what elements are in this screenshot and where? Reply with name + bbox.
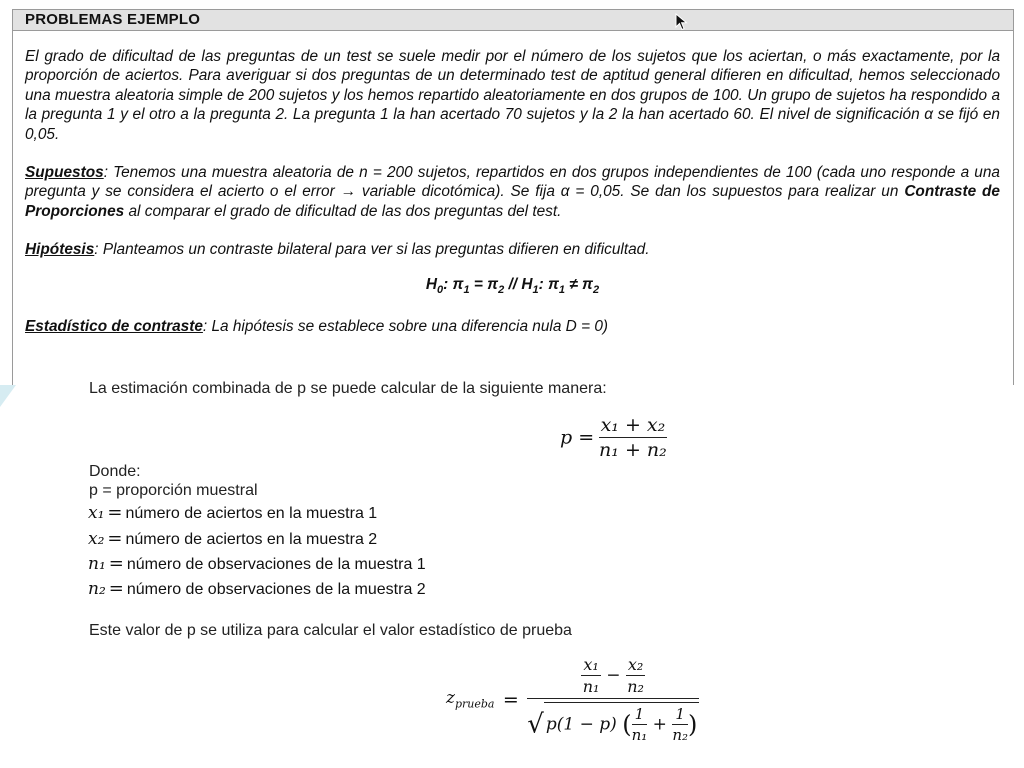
estadistico-paragraph <box>25 317 1000 336</box>
pooled-p-formula: p = $\frac{\text{x₁ + x₂}}{\text{n₁ + n₂}}$ <box>560 414 667 461</box>
hipotesis-paragraph <box>25 240 1000 259</box>
hipotesis-text: : Planteamos un contraste bilateral para ver si las preguntas difieren en dificultad. <box>94 241 650 259</box>
supuestos-end: al comparar el grado de dificultad de las dos preguntas del test. <box>124 202 562 220</box>
panel-header <box>13 10 1013 31</box>
x2-definition: x₂ = número de aciertos en la muestra 2 <box>88 528 378 549</box>
x1-definition: x₁ = número de aciertos en la muestra 1 <box>88 502 378 523</box>
valor-p-text: Este valor de p se utiliza para calcular el valor estadístico de prueba <box>89 622 572 639</box>
problem-panel <box>12 9 1014 385</box>
panel-title: PROBLEMAS EJEMPLO <box>25 11 201 28</box>
supuestos-label: Supuestos <box>25 164 104 182</box>
hipotesis-label: Hipótesis <box>25 241 95 259</box>
problem-intro: El grado de dificultad de las preguntas de un test se suele medir por el número de los sujetos que los aciertan, o más exactamente, por la proporción de aciertos. Para averiguar si dos preguntas de un determinado test de aptitud general difieren en dificultad, hemos seleccionado una muestra aleatoria simple de 200 sujetos y los hemos repartido aleatoriamente en dos grupos de 100. Un grupo de sujetos ha respondido a la pregunta 1 y el otro a la pregunta 2. La pregunta 1 la han acertado 70 sujetos y la 2 la han acertado 60. El nivel de significación α se fijó en 0,05. <box>25 48 1000 143</box>
estadistico-text: : La hipótesis se establece sobre una diferencia nula D = 0) <box>202 318 609 336</box>
p-definition: p = proporción muestral <box>89 482 258 499</box>
supuestos-bold: Contraste de Proporciones <box>25 183 1000 220</box>
panel-body <box>13 31 1013 337</box>
n1-definition: n₁ = número de observaciones de la muestra 1 <box>88 553 426 574</box>
estadistico-label: Estadístico de contraste <box>25 318 203 336</box>
donde-label: Donde: <box>89 463 141 480</box>
decorative-triangle <box>0 385 16 407</box>
n2-definition: n₂ = número de observaciones de la muestra 2 <box>88 578 426 599</box>
hypothesis-formula: $H_0$: $\pi_1 = \pi_2 // H_1$: $\pi_1 \ne \pi_2$ <box>425 275 600 296</box>
mouse-cursor-icon <box>675 13 689 31</box>
estimacion-text: La estimación combinada de p se puede calcular de la siguiente manera: <box>89 380 607 397</box>
supuestos-text: : Tenemos una muestra aleatoria de n = 200 sujetos, repartidos en dos grupos independientes de 100 (cada uno responde a una pregunta y se considera el acierto o el error → variable dicotómica). Se fija α = 0,05. Se dan los supuestos para realizar un <box>25 164 1000 201</box>
z-statistic-formula: $z_{prueba}$ = $\frac{\text{x₁}}{\text{n₁}}$ − $\frac{\text{x₂}}{\text{n₂}}$ √ p(1 − p) ( $\frac{1}{\text{n₁}}$ + $\frac{1}{\text{n₂}}$ ) <box>446 655 698 744</box>
supuestos-paragraph <box>25 163 1000 221</box>
